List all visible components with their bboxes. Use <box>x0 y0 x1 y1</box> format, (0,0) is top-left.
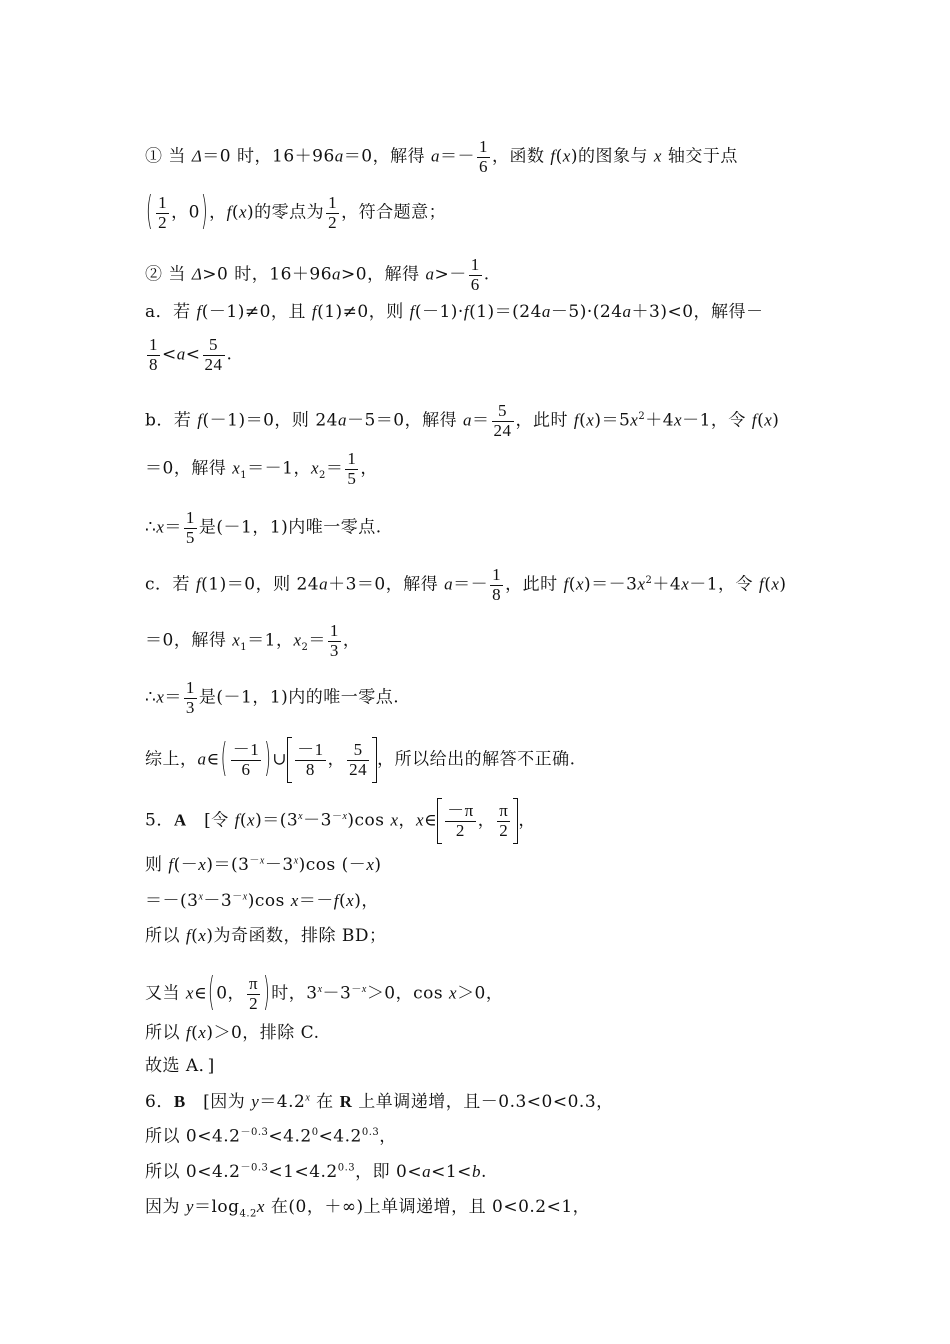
text-line: ∴x＝ $\frac{1}{3}$ 是(－1，1)内的唯一零点. <box>145 678 400 717</box>
text-line: 则 $f(-x)=(3^{-x}-3^x)\cos$ (－x) <box>145 855 382 875</box>
text-line: ∴x＝ $\frac{1}{5}$ 是(－1，1)内唯一零点. <box>145 508 382 547</box>
text-line: 故选 A．] <box>145 1056 215 1076</box>
text-line: ② 当 Δ>0 时，16＋96a>0，解得 a>－ $\frac{1}{6}$ . <box>145 255 490 294</box>
text-line: 所以 f(x)为奇函数，排除 BD； <box>145 926 387 946</box>
text-line: 又当 x∈(0， $\frac{\pi}{2}$ )时，$3^x-3^{-x}>0$，cos x＞0， <box>145 970 504 1017</box>
text-line: ＝0，解得 $x_1=-1$，$x_2=$ $\frac{1}{5}$ ， <box>145 449 378 488</box>
text-line: 5．A [令 $f(x)=(3^x-3^{-x})\cos$ x，x∈ $\frac{-\pi}{2}$ ， $\frac{\pi}{2}$ ， <box>145 798 815 844</box>
text-line: 所以 f(x)＞0，排除 C. <box>145 1023 320 1043</box>
text-line: ① 当 Δ＝0 时，16＋96a＝0，解得 a＝－ $\frac{1}{6}$ ，函数 f(x)的图象与 x 轴交于点 <box>145 137 738 176</box>
text-line: $\frac{1}{8}$ <a< $\frac{5}{24}$ . <box>149 335 233 374</box>
text-line: 因为 $y=\log_{4.2}x$ 在(0，＋∞)上单调递增，且 0<0.2<1， <box>145 1197 591 1220</box>
text-line: 所以 $0<4.2^{-0.3}<1<4.2^{0.3}$，即 0<a<1<b. <box>145 1162 487 1182</box>
text-line: a．若 f(－1)≠0，且 f(1)≠0，则 f(－1)·f(1)＝(24a－5)·(24a＋3)<0，解得－ <box>145 302 764 322</box>
text-line: b．若 f(－1)＝0，则 24a－5＝0，解得 a＝ $\frac{5}{24}$ ，此时 $f(x)=5x^2+4x-1$，令 f(x) <box>145 401 780 440</box>
text-line: $=-(3^x-3^{-x})\cos$ x＝－f(x)， <box>145 891 379 911</box>
text-line: 所以 $0<4.2^{-0.3}<4.2^0<4.2^{0.3}$， <box>145 1126 397 1147</box>
text-line: c．若 f(1)＝0，则 24a＋3＝0，解得 a＝－ $\frac{1}{8}$ ，此时 $f(x)=-3x^2+4x-1$，令 f(x) <box>145 565 787 604</box>
text-line: ( $\frac{1}{2}$ ，0)，f(x)的零点为 $\frac{1}{2}$ ，符合题意； <box>146 189 447 236</box>
text-line: ＝0，解得 $x_1=1$，$x_2=$ $\frac{1}{3}$ ， <box>145 621 361 660</box>
text-line: 6．B [因为 $y=4.2^x$ 在 R 上单调递增，且－0.3<0<0.3， <box>145 1092 614 1112</box>
text-line: 综上，a∈( $\frac{-1}{6}$ )∪ $\frac{-1}{8}$ ， $\frac{5}{24}$ ，所以给出的解答不正确. <box>145 735 576 782</box>
